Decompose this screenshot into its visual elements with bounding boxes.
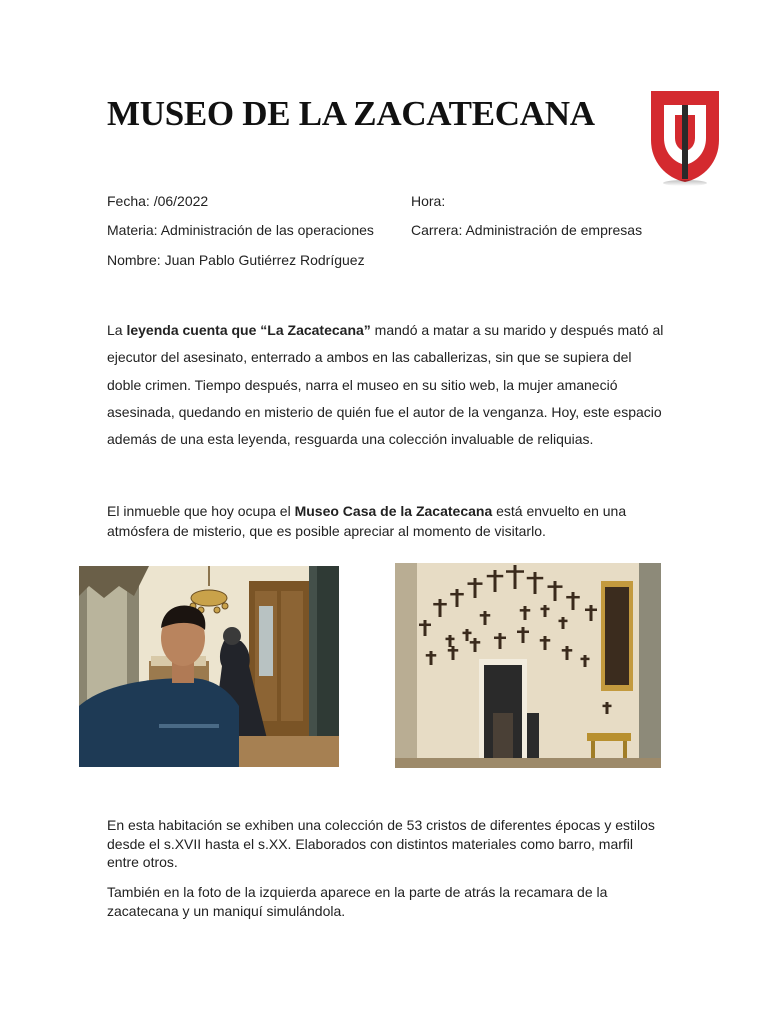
crucifix-icon bbox=[590, 605, 593, 621]
crucifix-icon bbox=[534, 572, 537, 594]
crucifix-arm bbox=[480, 614, 491, 617]
crucifix-arm bbox=[463, 632, 472, 635]
crucifix-arm bbox=[603, 705, 612, 708]
crucifix-icon bbox=[474, 578, 477, 598]
legend-bold-phrase: leyenda cuenta que “La Zacatecana” bbox=[126, 322, 371, 338]
crucifix-wall-photo bbox=[395, 563, 661, 768]
crucifix-arm bbox=[494, 637, 506, 640]
crucifix-icon bbox=[439, 599, 442, 617]
building-paragraph bbox=[107, 501, 667, 541]
crucifix-icon bbox=[494, 570, 497, 592]
crucifix-arm bbox=[540, 639, 551, 642]
crucifix-arm bbox=[585, 609, 597, 612]
page-title: MUSEO DE LA ZACATECANA bbox=[107, 94, 595, 133]
collection-paragraph: En esta habitación se exhiben una colección de 53 cristos de diferentes épocas y estilos desde el s.XVII hasta el s.XX. Elaborados con distintos materiales como barro, marfil entre otros. bbox=[107, 817, 655, 870]
crucifix-icon bbox=[544, 605, 547, 617]
legend-rest: mandó a matar a su marido y después mató al ejecutor del asesinato, enterrado a ambos en las caballerizas, sin que se supiera del doble crimen. Tiempo después, narra el museo en su sitio web, la mujer amaneció asesinada, quedando en misterio de quién fue el autor de la venganza. Hoy, este espacio además de una esta leyenda, resguarda una colección invaluable de reliquias. bbox=[107, 322, 664, 448]
crucifix-icon bbox=[566, 646, 569, 660]
crucifix-icon bbox=[466, 629, 469, 641]
crucifix-icon bbox=[522, 627, 525, 643]
crucifix-icon bbox=[499, 633, 502, 649]
crucifix-icon bbox=[524, 606, 527, 620]
crucifix-icon bbox=[514, 565, 517, 589]
crucifix-arm bbox=[517, 631, 529, 634]
crucifix-icon bbox=[456, 589, 459, 607]
career-field: Carrera: Administración de empresas bbox=[411, 222, 643, 238]
crucifix-icon bbox=[452, 646, 455, 660]
crucifix-arm bbox=[419, 624, 431, 627]
name-field: Nombre: Juan Pablo Gutiérrez Rodríguez bbox=[107, 252, 365, 268]
crucifix-arm bbox=[506, 570, 524, 573]
crucifix-arm bbox=[559, 620, 568, 623]
crucifix-arm bbox=[446, 638, 455, 641]
subject-field: Materia: Administración de las operaciones bbox=[107, 222, 374, 238]
crucifix-arm bbox=[548, 585, 563, 588]
date-field: Fecha: /06/2022 bbox=[107, 193, 209, 209]
crucifix-icon bbox=[424, 620, 427, 636]
crucifix-icon bbox=[474, 638, 477, 652]
museum-name-bold: Museo Casa de la Zacatecana bbox=[294, 503, 493, 519]
selfie-bedroom-photo bbox=[79, 566, 339, 767]
crucifix-icon bbox=[562, 617, 565, 629]
crucifix-arm bbox=[468, 582, 483, 585]
crucifix-arm bbox=[448, 649, 459, 652]
crucifix-icon bbox=[606, 702, 609, 714]
crucifix-icon bbox=[554, 581, 557, 601]
building-rest: está envuelto en una atmósfera de misterio, que es posible apreciar al momento de visitarlo. bbox=[107, 503, 627, 539]
crucifix-arm bbox=[541, 608, 550, 611]
building-intro: El inmueble que hoy ocupa el bbox=[107, 503, 295, 519]
crucifix-arm bbox=[520, 609, 531, 612]
crucifix-arm bbox=[470, 641, 481, 644]
crucifix-icon bbox=[449, 635, 452, 647]
university-logo-icon bbox=[648, 88, 722, 186]
crucifix-icon bbox=[584, 655, 587, 667]
crucifix-arm bbox=[527, 577, 544, 580]
crucifix-arm bbox=[433, 603, 447, 606]
crucifix-arm bbox=[487, 575, 504, 578]
crucifix-icon bbox=[430, 651, 433, 665]
time-field: Hora: bbox=[411, 193, 446, 209]
legend-paragraph bbox=[107, 317, 667, 453]
photo-caption-paragraph: También en la foto de la izquierda aparece en la parte de atrás la recamara de la zacatecana y un maniquí simulándola. bbox=[107, 884, 608, 919]
crucifix-arm bbox=[562, 649, 573, 652]
crucifix-arm bbox=[581, 658, 590, 661]
crucifix-icon bbox=[572, 592, 575, 610]
crucifix-icon bbox=[484, 611, 487, 625]
crucifix-arm bbox=[450, 593, 464, 596]
crucifix-icon bbox=[544, 636, 547, 650]
legend-intro: La bbox=[107, 322, 127, 338]
crucifix-arm bbox=[566, 596, 580, 599]
crucifix-arm bbox=[426, 654, 437, 657]
